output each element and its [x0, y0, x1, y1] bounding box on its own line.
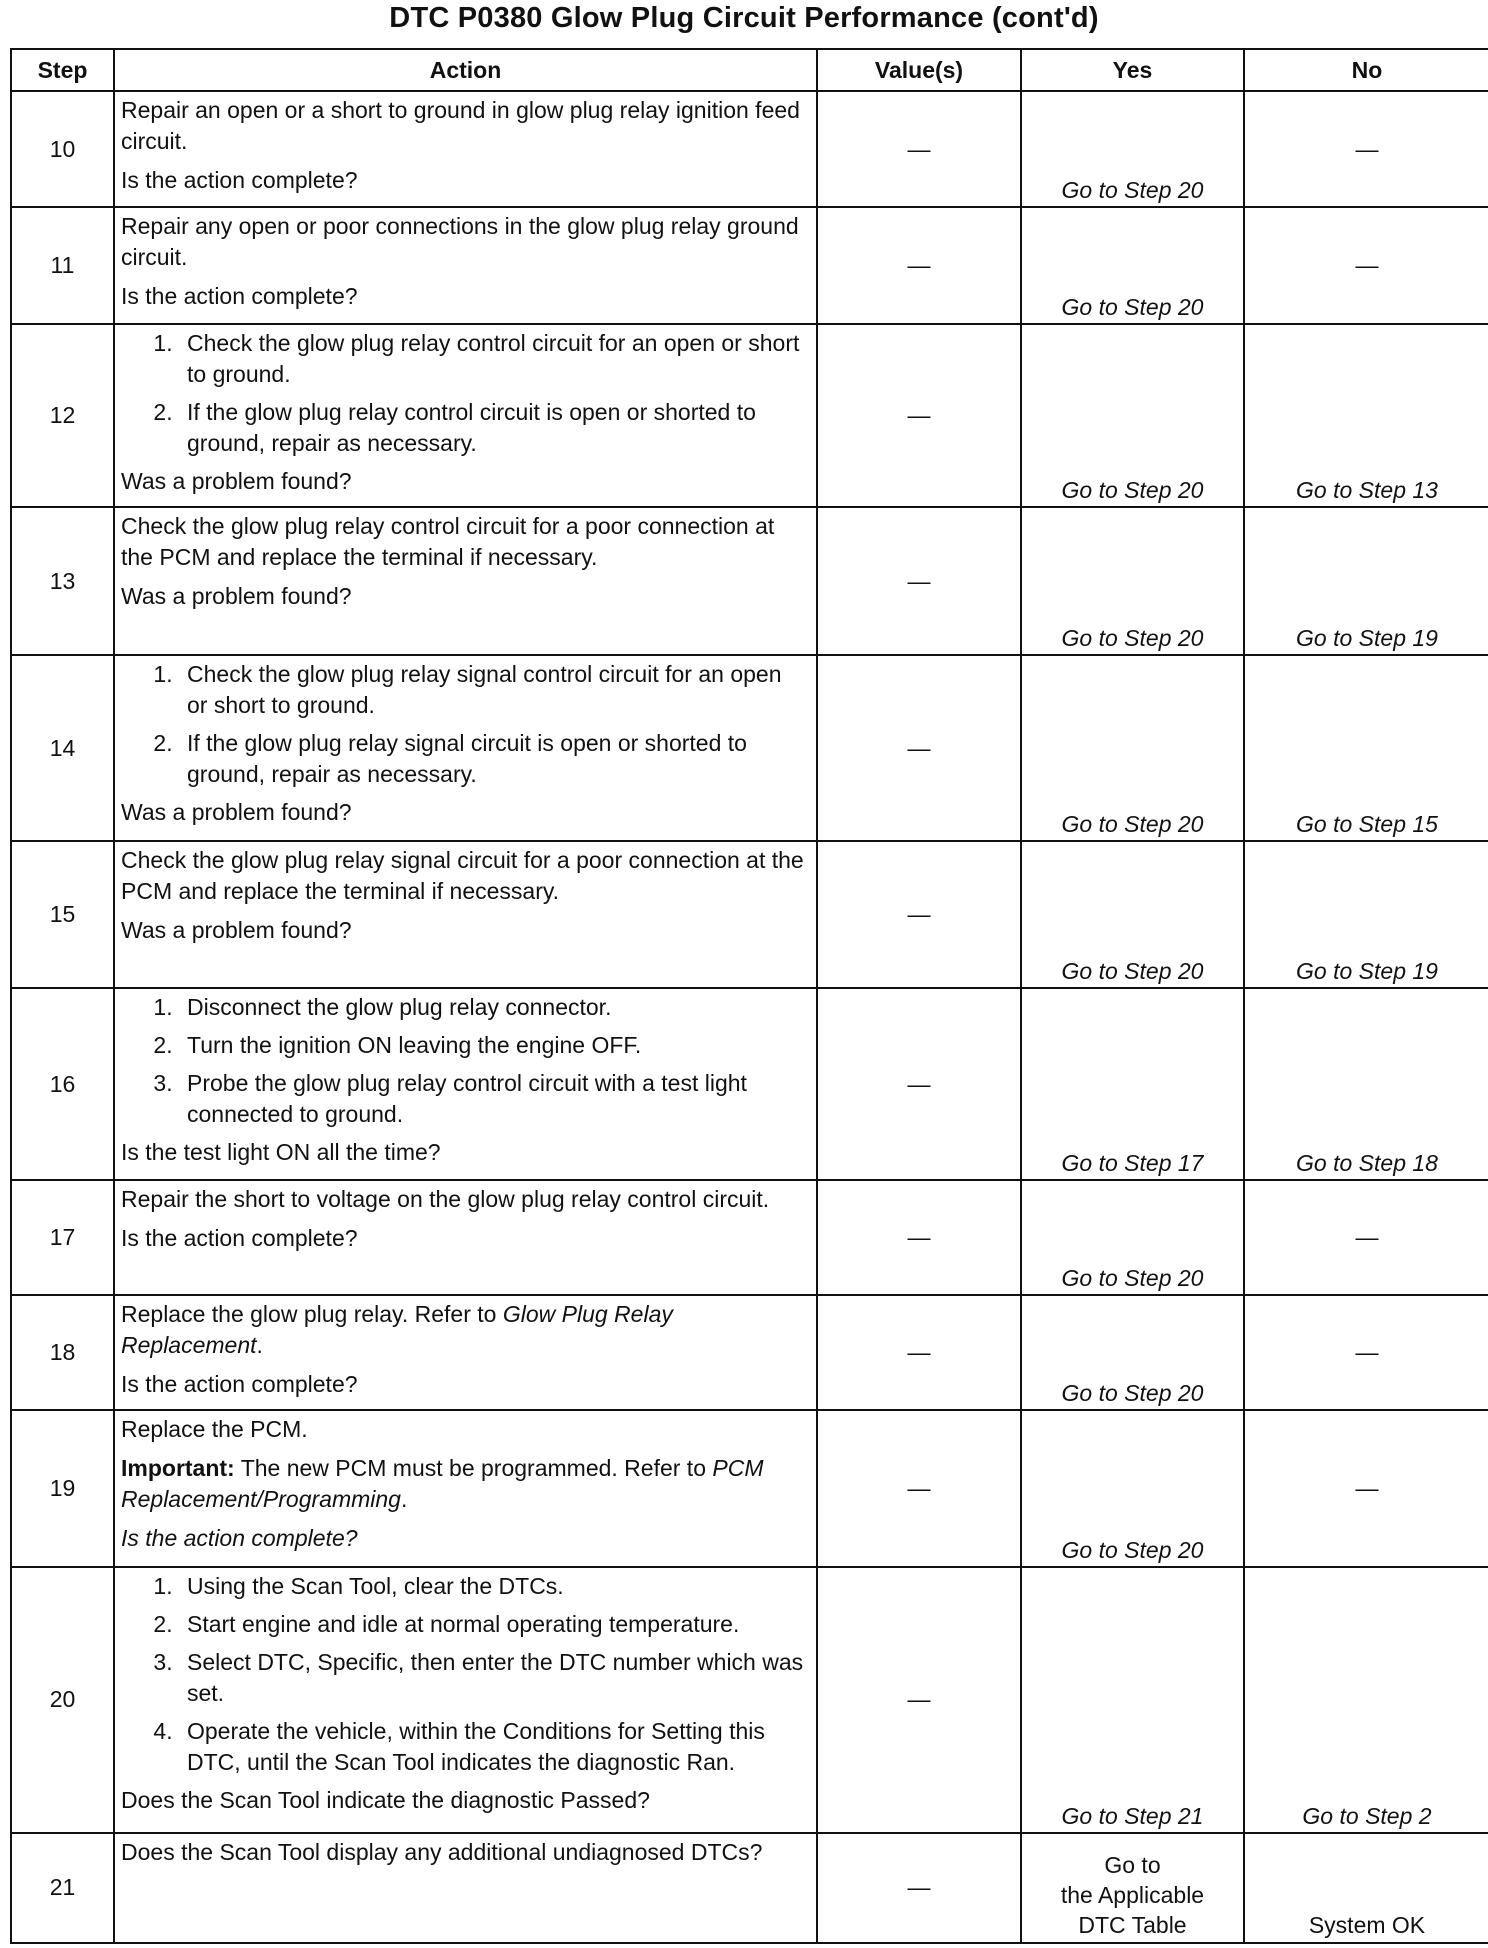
action-cell — [114, 1295, 817, 1409]
action-cell — [114, 1180, 817, 1295]
action-question: Was a problem found? — [121, 799, 352, 826]
no-result: Go to Step 2 — [1244, 1567, 1488, 1833]
value-cell: — — [817, 841, 1021, 988]
table-row — [11, 1180, 1488, 1295]
action-cell — [114, 1833, 817, 1943]
action-question: Does the Scan Tool indicate the diagnostic Passed? — [121, 1786, 650, 1813]
action-text-lead: Replace the glow plug relay. Refer to — [121, 1301, 497, 1328]
step-number: 11 — [11, 207, 114, 324]
list-item: 1. Disconnect the glow plug relay connector. — [179, 992, 808, 1023]
action-text: Check the glow plug relay control circuit for a poor connection at the PCM and replace the terminal if necessary. — [121, 513, 775, 571]
list-item: 3. Probe the glow plug relay control circuit with a test light connected to ground. — [179, 1068, 808, 1130]
reference-link[interactable]: Glow Plug Relay Replacement — [121, 1301, 673, 1359]
value-cell: — — [817, 91, 1021, 207]
action-cell — [114, 1410, 817, 1567]
action-cell — [114, 655, 817, 841]
step-number: 12 — [11, 324, 114, 507]
reference-link[interactable]: PCM Replacement/Programming — [121, 1454, 764, 1512]
no-result: Go to Step 15 — [1244, 655, 1488, 841]
no-result: System OK — [1244, 1833, 1488, 1943]
punctuation: . — [400, 1485, 408, 1512]
important-note — [121, 1453, 808, 1515]
list-item: 4. Operate the vehicle, within the Conditions for Setting this DTC, until the Scan Tool indicates the diagnostic Ran. — [179, 1716, 808, 1778]
yes-result: Go to Step 20 — [1021, 1410, 1244, 1567]
value-cell: — — [817, 655, 1021, 841]
action-text: Repair an open or a short to ground in glow plug relay ignition feed circuit. — [121, 97, 800, 154]
value-cell: — — [817, 1567, 1021, 1833]
action-cell — [114, 324, 817, 507]
value-cell: — — [817, 324, 1021, 507]
value-cell: — — [817, 1295, 1021, 1409]
action-cell — [114, 507, 817, 655]
header-row — [11, 49, 1488, 91]
list-item: 3. Select DTC, Specific, then enter the DTC number which was set. — [179, 1647, 808, 1709]
action-text — [121, 1299, 808, 1361]
table-row — [11, 1410, 1488, 1567]
table-row — [11, 841, 1488, 988]
no-result: Go to Step 19 — [1244, 841, 1488, 988]
action-text: Repair the short to voltage on the glow plug relay control circuit. — [121, 1186, 770, 1213]
yes-result: Go to Step 20 — [1021, 655, 1244, 841]
value-cell: — — [817, 507, 1021, 655]
no-result: — — [1244, 91, 1488, 207]
table-row — [11, 507, 1488, 655]
list-item: 2. Start engine and idle at normal operating temperature. — [179, 1609, 808, 1640]
page-title: DTC P0380 Glow Plug Circuit Performance (cont'd) — [389, 2, 1099, 34]
step-number: 15 — [11, 841, 114, 988]
table-row — [11, 1295, 1488, 1409]
list-item: 1. Using the Scan Tool, clear the DTCs. — [179, 1571, 808, 1602]
table-row — [11, 655, 1488, 841]
step-number: 13 — [11, 507, 114, 655]
yes-result: Go to Step 20 — [1021, 841, 1244, 988]
action-cell — [114, 207, 817, 324]
no-result: — — [1244, 1295, 1488, 1409]
step-number: 21 — [11, 1833, 114, 1943]
important-text: The new PCM must be programmed. Refer to — [240, 1454, 706, 1481]
value-cell: — — [817, 207, 1021, 324]
action-question: Is the test light ON all the time? — [121, 1139, 441, 1166]
table-row — [11, 91, 1488, 207]
header-yes: Yes — [1021, 49, 1244, 91]
action-cell — [114, 91, 817, 207]
yes-result: Go to Step 17 — [1021, 988, 1244, 1180]
value-cell: — — [817, 988, 1021, 1180]
step-number: 17 — [11, 1180, 114, 1295]
step-number: 14 — [11, 655, 114, 841]
step-number: 16 — [11, 988, 114, 1180]
dtc-table — [10, 48, 1488, 1944]
yes-result-line: the Applicable — [1060, 1882, 1205, 1908]
header-values: Value(s) — [817, 49, 1021, 91]
action-question: Is the action complete? — [121, 1524, 358, 1551]
no-result: — — [1244, 1180, 1488, 1295]
action-steps — [121, 659, 808, 790]
action-cell — [114, 988, 817, 1180]
punctuation: . — [256, 1332, 263, 1359]
step-number: 18 — [11, 1295, 114, 1409]
no-result: Go to Step 13 — [1244, 324, 1488, 507]
step-number: 20 — [11, 1567, 114, 1833]
yes-result: Go to Step 20 — [1021, 507, 1244, 655]
action-question: Does the Scan Tool display any additional undiagnosed DTCs? — [121, 1838, 763, 1865]
table-row — [11, 988, 1488, 1180]
action-text: Repair any open or poor connections in the glow plug relay ground circuit. — [121, 213, 799, 271]
action-question: Was a problem found? — [121, 917, 352, 944]
yes-result: Go to Step 21 — [1021, 1567, 1244, 1833]
value-cell: — — [817, 1410, 1021, 1567]
yes-result: Go to Step 20 — [1021, 1295, 1244, 1409]
action-cell — [114, 1567, 817, 1833]
action-question: Was a problem found? — [121, 583, 352, 610]
action-question: Was a problem found? — [121, 468, 352, 495]
table-row — [11, 207, 1488, 324]
action-text: Check the glow plug relay signal circuit for a poor connection at the PCM and replace the terminal if necessary. — [121, 847, 804, 905]
action-steps — [121, 1571, 808, 1778]
header-action: Action — [114, 49, 817, 91]
list-item: 2. Turn the ignition ON leaving the engine OFF. — [179, 1030, 808, 1061]
action-cell — [114, 841, 817, 988]
yes-result: Go to Step 20 — [1021, 1180, 1244, 1295]
list-item: 2. If the glow plug relay signal circuit is open or shorted to ground, repair as necessary. — [179, 728, 808, 790]
no-result: Go to Step 18 — [1244, 988, 1488, 1180]
value-cell: — — [817, 1833, 1021, 1943]
action-steps — [121, 992, 808, 1130]
table-row — [11, 324, 1488, 507]
value-cell: — — [817, 1180, 1021, 1295]
action-steps — [121, 328, 808, 459]
yes-result: Go to Step 20 — [1021, 324, 1244, 507]
no-result: — — [1244, 207, 1488, 324]
no-result: — — [1244, 1410, 1488, 1567]
yes-result-line: DTC Table — [1078, 1912, 1187, 1938]
important-label: Important: — [121, 1454, 235, 1481]
yes-result-line: Go to — [1104, 1852, 1161, 1878]
list-item: 1. Check the glow plug relay control circuit for an open or short to ground. — [179, 328, 808, 390]
list-item: 2. If the glow plug relay control circuit is open or shorted to ground, repair as necessary. — [179, 397, 808, 459]
header-step: Step — [11, 49, 114, 91]
yes-result: Go to Step 20 — [1021, 91, 1244, 207]
action-question: Is the action complete? — [121, 1371, 358, 1398]
yes-result — [1021, 1833, 1244, 1943]
no-result: Go to Step 19 — [1244, 507, 1488, 655]
table-row — [11, 1833, 1488, 1943]
yes-result: Go to Step 20 — [1021, 207, 1244, 324]
step-number: 10 — [11, 91, 114, 207]
action-question: Is the action complete? — [121, 167, 358, 193]
header-no: No — [1244, 49, 1488, 91]
action-question: Is the action complete? — [121, 283, 358, 310]
action-text: Replace the PCM. — [121, 1415, 308, 1442]
action-question: Is the action complete? — [121, 1225, 358, 1252]
table-row — [11, 1567, 1488, 1833]
list-item: 1. Check the glow plug relay signal control circuit for an open or short to ground. — [179, 659, 808, 721]
step-number: 19 — [11, 1410, 114, 1567]
